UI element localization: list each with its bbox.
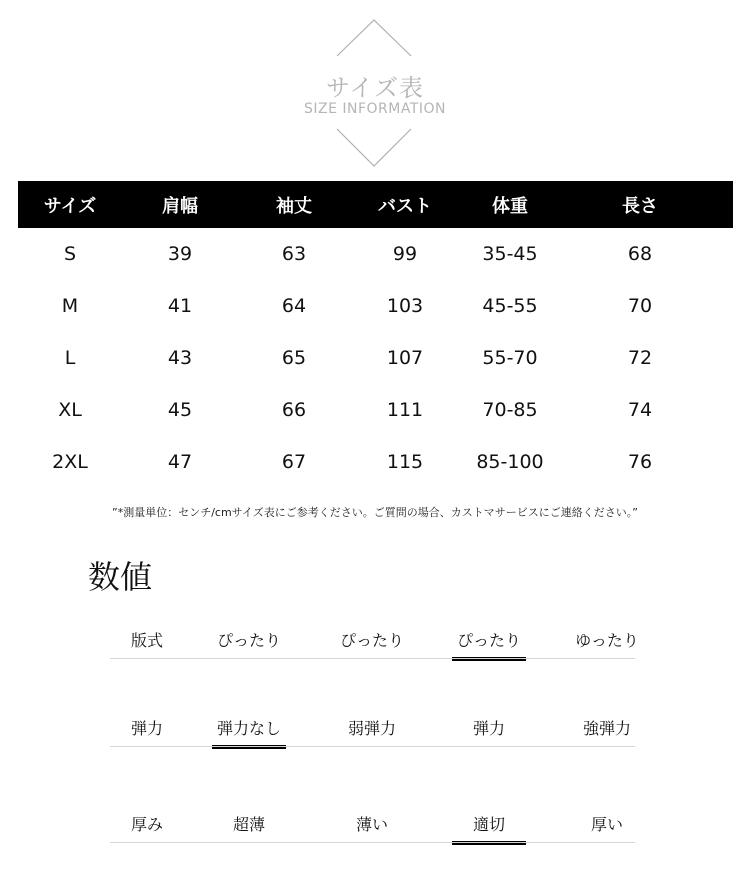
attribute-option: 薄い bbox=[355, 814, 388, 834]
attribute-option: ゆったり bbox=[575, 630, 639, 650]
attribute-label: 厚み bbox=[130, 814, 163, 834]
table-cell: 107 bbox=[386, 347, 424, 369]
table-cell: 103 bbox=[386, 295, 424, 317]
table-cell: 45-55 bbox=[482, 295, 538, 317]
page-title: サイズ表 bbox=[325, 74, 425, 102]
table-row bbox=[18, 332, 733, 384]
table-cell: 72 bbox=[627, 347, 653, 369]
table-cell: 68 bbox=[627, 243, 653, 265]
table-cell: 74 bbox=[627, 399, 653, 421]
table-cell: XL bbox=[58, 399, 82, 421]
table-cell: 76 bbox=[627, 451, 653, 473]
size-table bbox=[18, 181, 733, 488]
page-subtitle: SIZE INFORMATION bbox=[303, 101, 447, 117]
table-cell: 65 bbox=[281, 347, 307, 369]
attribute-option: ぴったり bbox=[434, 619, 544, 659]
table-cell: 63 bbox=[281, 243, 307, 265]
table-row bbox=[18, 280, 733, 332]
table-cell: 43 bbox=[167, 347, 193, 369]
divider bbox=[110, 842, 635, 843]
table-cell: 2XL bbox=[52, 451, 88, 473]
table-header bbox=[18, 181, 733, 228]
table-cell: 41 bbox=[167, 295, 193, 317]
table-cell: 115 bbox=[386, 451, 424, 473]
column-header: 長さ bbox=[622, 195, 658, 217]
table-row bbox=[18, 436, 733, 488]
attribute-row-thickness bbox=[110, 803, 635, 843]
section-title: 数値 bbox=[88, 558, 153, 596]
table-cell: 67 bbox=[281, 451, 307, 473]
divider bbox=[110, 658, 635, 659]
column-header: サイズ bbox=[43, 195, 97, 217]
attribute-option: 超薄 bbox=[232, 814, 265, 834]
table-cell: M bbox=[61, 295, 79, 317]
column-header: バスト bbox=[378, 195, 432, 217]
table-cell: 45 bbox=[167, 399, 193, 421]
attribute-option: 弾力 bbox=[472, 718, 505, 738]
table-cell: 35-45 bbox=[482, 243, 538, 265]
attribute-row-fit bbox=[110, 619, 639, 659]
attribute-option: 弱弾力 bbox=[347, 718, 396, 738]
table-cell: 66 bbox=[281, 399, 307, 421]
table-cell: 70-85 bbox=[482, 399, 538, 421]
table-cell: L bbox=[64, 347, 76, 369]
attribute-option: ぴったり bbox=[339, 630, 404, 650]
table-cell: 39 bbox=[167, 243, 193, 265]
table-cell: 64 bbox=[281, 295, 307, 317]
table-row bbox=[18, 228, 733, 280]
attribute-option: 弾力なし bbox=[194, 707, 304, 747]
measurement-note: ”*測量単位：センチ/cmサイズ表にご参考ください。ご質問の場合、カストマサービスにご連絡ください。” bbox=[112, 506, 638, 519]
divider bbox=[110, 746, 635, 747]
table-cell: S bbox=[63, 243, 77, 265]
column-header: 肩幅 bbox=[162, 195, 198, 217]
attribute-option: 強弾力 bbox=[582, 718, 631, 738]
table-cell: 47 bbox=[167, 451, 193, 473]
table-cell: 70 bbox=[627, 295, 653, 317]
column-header: 体重 bbox=[492, 195, 528, 217]
attribute-row-elasticity bbox=[110, 707, 635, 747]
attribute-option: ぴったり bbox=[216, 630, 281, 650]
table-row bbox=[18, 384, 733, 436]
table-cell: 111 bbox=[386, 399, 424, 421]
attribute-option: 厚い bbox=[590, 814, 623, 834]
attribute-label: 版式 bbox=[130, 630, 163, 650]
column-header: 袖丈 bbox=[276, 195, 312, 217]
attribute-label: 弾力 bbox=[130, 718, 163, 738]
table-cell: 85-100 bbox=[476, 451, 544, 473]
table-cell: 99 bbox=[392, 243, 418, 265]
table-cell: 55-70 bbox=[482, 347, 538, 369]
attribute-option: 適切 bbox=[434, 803, 544, 843]
